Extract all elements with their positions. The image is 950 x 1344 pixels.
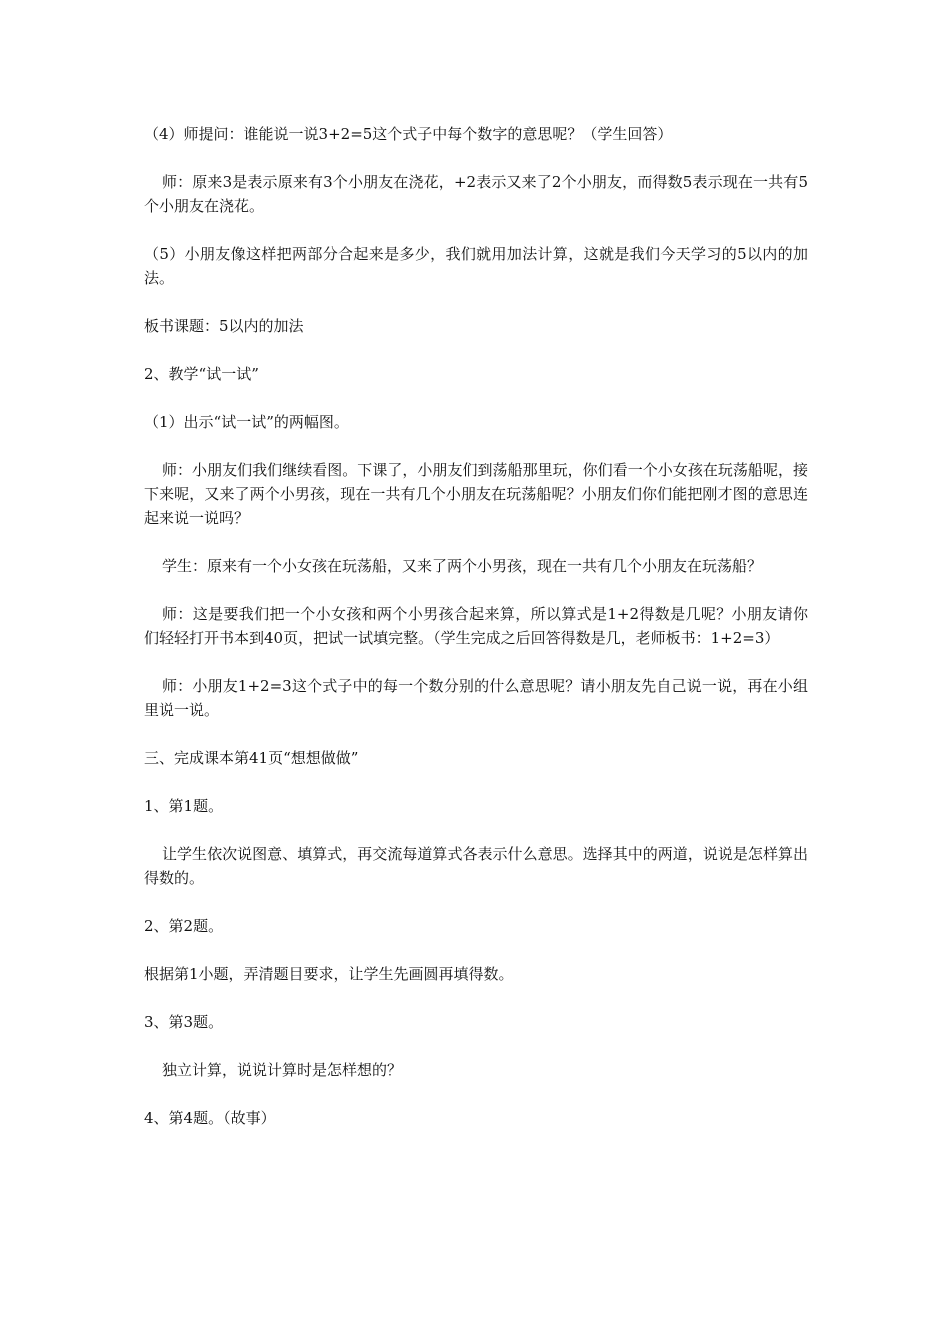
exercise-heading-2: 2、第2题。 [144,917,224,935]
document-body [144,122,808,1154]
paragraph-teacher-meaning: 师：小朋友1+2=3这个式子中的每一个数分别的什么意思呢？请小朋友先自己说一说，再在小组里说一说。 [144,677,808,719]
exercise-heading-4: 4、第4题。（故事） [144,1109,276,1127]
section-heading-try: 2、教学“试一试” [144,365,259,383]
paragraph-exercise-2: 根据第1小题，弄清题目要求，让学生先画圆再填得数。 [144,965,514,983]
exercise-heading-3: 3、第3题。 [144,1013,224,1031]
paragraph-show-pictures: （1）出示“试一试”的两幅图。 [144,413,349,431]
paragraph-step-5: （5）小朋友像这样把两部分合起来是多少，我们就用加法计算，这就是我们今天学习的5以内的加法。 [144,245,808,287]
paragraph-teacher-1-plus-2: 师：这是要我们把一个小女孩和两个小男孩合起来算，所以算式是1+2得数是几呢？小朋友请你们轻轻打开书本到40页，把试一试填完整。（学生完成之后回答得数是几，老师板书：1+2=3） [144,605,808,647]
section-heading-exercises: 三、完成课本第41页“想想做做” [144,749,359,767]
paragraph-question-4: （4）师提问：谁能说一说3+2=5这个式子中每个数字的意思呢？（学生回答） [144,125,673,143]
paragraph-teacher-explain-3-plus-2: 师：原来3是表示原来有3个小朋友在浇花，+2表示又来了2个小朋友，而得数5表示现在一共有5个小朋友在浇花。 [144,173,808,215]
paragraph-exercise-1: 让学生依次说图意、填算式，再交流每道算式各表示什么意思。选择其中的两道，说说是怎样算出得数的。 [144,845,808,887]
exercise-heading-1: 1、第1题。 [144,797,224,815]
paragraph-board-title: 板书课题：5以内的加法 [144,317,304,335]
paragraph-student-answer: 学生：原来有一个小女孩在玩荡船，又来了两个小男孩，现在一共有几个小朋友在玩荡船？ [162,557,763,575]
paragraph-teacher-swing: 师：小朋友们我们继续看图。下课了，小朋友们到荡船那里玩，你们看一个小女孩在玩荡船呢，接下来呢，又来了两个小男孩，现在一共有几个小朋友在玩荡船呢？小朋友们你们能把刚才图的意思连起来说一说吗？ [144,461,808,527]
paragraph-exercise-3: 独立计算，说说计算时是怎样想的？ [162,1061,403,1079]
